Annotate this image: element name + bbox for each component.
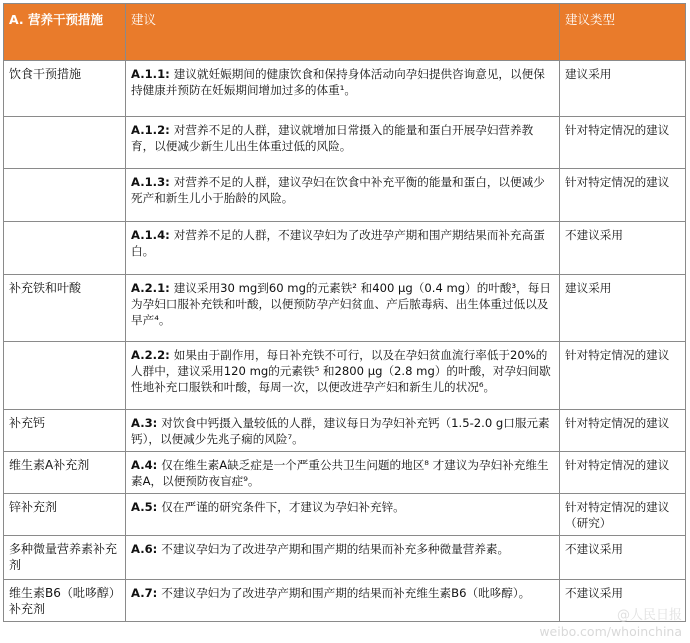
table-row <box>4 410 686 452</box>
row-category: 多种微量营养素补充剂 <box>4 536 126 580</box>
row-category: 维生素B6（吡哆醇）补充剂 <box>4 580 126 622</box>
row-recommendation <box>126 536 560 580</box>
row-recommendation <box>126 61 560 117</box>
row-code: A.1.2: <box>131 123 170 137</box>
table-header-row <box>4 4 686 61</box>
row-code: A.7: <box>131 586 158 600</box>
row-code: A.2.2: <box>131 348 170 362</box>
row-type: 针对特定情况的建议 <box>560 342 686 410</box>
row-code: A.6: <box>131 542 158 556</box>
table-row <box>4 494 686 536</box>
row-text: 建议就妊娠期间的健康饮食和保持身体活动向孕妇提供咨询意见，以便保持健康并预防在妊娠期间增加过多的体重¹。 <box>131 67 545 97</box>
row-text: 对营养不足的人群，建议就增加日常摄入的能量和蛋白开展孕妇营养教育，以便减少新生儿出生体重过低的风险。 <box>131 123 534 153</box>
row-text: 仅在严谨的研究条件下，才建议为孕妇补充锌。 <box>161 500 405 514</box>
row-category: 饮食干预措施 <box>4 61 126 117</box>
row-code: A.4: <box>131 458 158 472</box>
header-type: 建议类型 <box>560 4 686 61</box>
row-type: 不建议采用 <box>560 536 686 580</box>
weibo-watermark <box>539 608 682 640</box>
row-text: 仅在维生素A缺乏症是一个严重公共卫生问题的地区⁸ 才建议为孕妇补充维生素A，以便预防夜盲症⁹。 <box>131 458 549 488</box>
row-category: 维生素A补充剂 <box>4 452 126 494</box>
recommendations-table <box>3 3 686 622</box>
row-code: A.3: <box>131 416 158 430</box>
row-type: 建议采用 <box>560 275 686 342</box>
row-code: A.2.1: <box>131 281 170 295</box>
row-text: 对营养不足的人群，建议孕妇在饮食中补充平衡的能量和蛋白，以便减少死产和新生儿小于胎龄的风险。 <box>131 175 545 205</box>
row-category: 补充铁和叶酸 <box>4 275 126 342</box>
row-code: A.1.1: <box>131 67 170 81</box>
row-text: 建议采用30 mg到60 mg的元素铁² 和400 µg（0.4 mg）的叶酸³，每日为孕妇口服补充铁和叶酸，以便预防孕产妇贫血、产后脓毒病、出生体重过低以及早产⁴。 <box>131 281 551 327</box>
row-code: A.1.4: <box>131 228 170 242</box>
row-category: 补充钙 <box>4 410 126 452</box>
header-recommendation: 建议 <box>126 4 560 61</box>
row-recommendation <box>126 342 560 410</box>
row-recommendation <box>126 222 560 275</box>
table-row <box>4 222 686 275</box>
table-row <box>4 536 686 580</box>
row-type: 不建议采用 <box>560 222 686 275</box>
table-row <box>4 169 686 222</box>
watermark-url: weibo.com/whoinchina <box>539 624 682 639</box>
watermark-brand: @人民日报 <box>616 608 682 623</box>
row-category <box>4 117 126 169</box>
row-recommendation <box>126 452 560 494</box>
row-text: 如果由于副作用，每日补充铁不可行，以及在孕妇贫血流行率低于20%的人群中，建议采用120 mg的元素铁⁵ 和2800 µg（2.8 mg）的叶酸，对孕妇间歇性地补充口服铁和叶酸，每周一次，以便改进孕产妇和新生儿的状况⁶。 <box>131 348 551 394</box>
header-category: A. 营养干预措施 <box>4 4 126 61</box>
row-category: 锌补充剂 <box>4 494 126 536</box>
row-text: 对饮食中钙摄入量较低的人群，建议每日为孕妇补充钙（1.5-2.0 g口服元素钙），以便减少先兆子痫的风险⁷。 <box>131 416 550 446</box>
row-text: 对营养不足的人群，不建议孕妇为了改进孕产期和围产期结果而补充高蛋白。 <box>131 228 545 258</box>
table-row <box>4 61 686 117</box>
table-row <box>4 117 686 169</box>
row-recommendation <box>126 494 560 536</box>
row-recommendation <box>126 169 560 222</box>
row-recommendation <box>126 275 560 342</box>
row-category <box>4 222 126 275</box>
row-category <box>4 169 126 222</box>
row-type: 针对特定情况的建议 <box>560 410 686 452</box>
row-type: 建议采用 <box>560 61 686 117</box>
row-type: 针对特定情况的建议 <box>560 117 686 169</box>
table-row <box>4 342 686 410</box>
row-text: 不建议孕妇为了改进孕产期和围产期的结果而补充维生素B6（吡哆醇）。 <box>161 586 531 600</box>
row-code: A.1.3: <box>131 175 170 189</box>
table-row <box>4 452 686 494</box>
row-code: A.5: <box>131 500 158 514</box>
row-recommendation <box>126 580 560 622</box>
row-category <box>4 342 126 410</box>
row-text: 不建议孕妇为了改进孕产期和围产期的结果而补充多种微量营养素。 <box>161 542 510 556</box>
row-type: 不建议采用 <box>560 580 686 622</box>
row-type: 针对特定情况的建议（研究） <box>560 494 686 536</box>
row-type: 针对特定情况的建议 <box>560 169 686 222</box>
row-recommendation <box>126 410 560 452</box>
row-recommendation <box>126 117 560 169</box>
table-row <box>4 275 686 342</box>
row-type: 针对特定情况的建议 <box>560 452 686 494</box>
